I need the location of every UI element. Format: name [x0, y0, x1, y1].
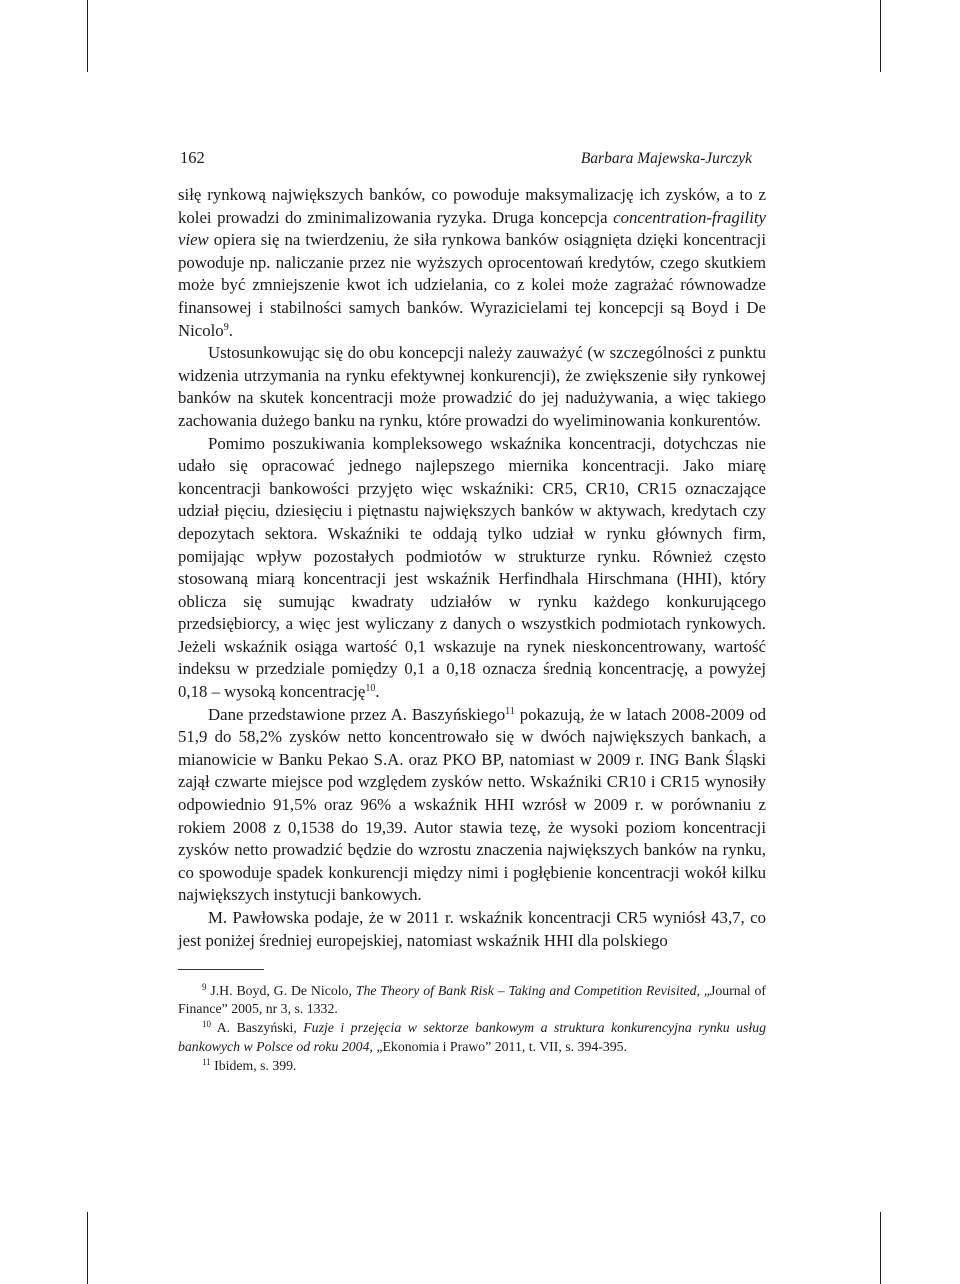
footnote-ref: 9	[202, 982, 207, 992]
text-run: pokazują, że w latach 2008-2009 od 51,9 do 58,2% zysków netto koncentrowało się w dwóch największych bankach, a mianowicie w Banku Pekao S.A. oraz PKO BP, natomiast w 2009 r. ING Bank Śląski zajął czwarte miejsce pod względem zysków netto. Wskaźniki CR10 i CR15 wynosiły odpowiednio 91,5% oraz 96% a wskaźnik HHI wzrósł w 2009 r. w porównaniu z rokiem 2008 z 0,1538 do 19,39. Autor stawia tezę, że wysoki poziom koncentracji zysków netto prowadzić będzie do wzrostu znaczenia największych banków na rynku, co spowoduje spadek konkurencji między nimi i pogłębienie koncentracji wokół kilku największych instytucji bankowych.	[178, 704, 766, 905]
footnotes	[178, 982, 766, 1076]
running-header	[178, 145, 766, 171]
text-run: J.H. Boyd, G. De Nicolo,	[206, 983, 356, 998]
footnote-separator	[178, 969, 264, 970]
paragraph	[178, 907, 766, 952]
text-run: , „Ekonomia i Prawo” 2011, t. VII, s. 394-395.	[369, 1038, 627, 1054]
text-run: siłę rynkową największych banków, co powoduje maksymalizację ich zysków, a to z kolei prowadzi do zminimalizowania ryzyka. Druga koncepcja	[178, 185, 766, 227]
footnote-ref: 10	[365, 683, 376, 695]
italic-text: concentration-fragility view	[178, 207, 766, 250]
footnote	[178, 1057, 766, 1075]
footnote-ref: 9	[223, 321, 229, 333]
text-run: , „Journal of Finance” 2005, nr 3, s. 1332.	[178, 983, 767, 1017]
text-run: Dane przedstawione przez A. Baszyńskiego	[208, 704, 506, 724]
italic-text: Fuzje i przejęcia w sektorze bankowym a struktura konkurencyjna rynku usług bankowych w Polsce od roku 2004	[178, 1020, 766, 1054]
crop-mark-top-left	[87, 0, 88, 72]
footnote	[178, 982, 766, 1018]
paragraph	[178, 342, 766, 432]
text-run: .	[228, 320, 233, 340]
paragraph	[178, 184, 766, 342]
page-number: 162	[180, 148, 205, 167]
text-run: Ibidem, s. 399.	[210, 1057, 297, 1073]
text-run: Pomimo poszukiwania kompleksowego wskaźnika koncentracji, dotychczas nie udało się opracować jednego najlepszego miernika koncentracji. Jako miarę koncentracji bankowości przyjęto więc wskaźniki: CR5, CR10, CR15 oznaczające udział pięciu, dziesięciu i piętnastu największych banków w aktywach, kredytach czy depozytach sektora. Wskaźniki te oddają tylko udział w rynku głównych firm, pomijając wpływ pozostałych podmiotów w strukturze rynku. Również często stosowaną miarą koncentracji jest wskaźnik Herfindhala Hirschmana (HHI), który oblicza się sumując kwadraty udziałów w rynku każdego konkurującego przedsiębiorcy, a więc jest wyliczany z danych o wszystkich podmiotach rynkowych. Jeżeli wskaźnik osiąga wartość 0,1 wskazuje na rynek nieskoncentrowany, wartość indeksu w przedziale pomiędzy 0,1 a 0,18 oznacza średnią koncentrację, a powyżej 0,18 – wysoką koncentrację	[178, 433, 766, 702]
text-run: M. Pawłowska podaje, że w 2011 r. wskaźnik koncentracji CR5 wyniósł 43,7, co jest poniżej średniej europejskiej, natomiast wskaźnik HHI dla polskiego	[178, 908, 766, 950]
text-run: A. Baszyński,	[211, 1020, 304, 1036]
crop-mark-top-right	[880, 0, 881, 72]
footnote-ref: 11	[505, 705, 515, 717]
italic-text: The Theory of Bank Risk – Taking and Competition Revisited	[355, 983, 697, 998]
footnote-ref: 11	[202, 1056, 211, 1067]
crop-mark-bottom-right	[880, 1212, 881, 1284]
running-head-author: Barbara Majewska-Jurczyk	[580, 150, 752, 167]
body-text	[178, 184, 766, 952]
text-run: opiera się na twierdzeniu, że siła rynkowa banków osiągnięta dzięki koncentracji powoduje np. naliczanie przez nie wyższych oprocentowań kredytów, czego skutkiem może być zmniejszenie kwot ich udzielania, co z kolei może zagrażać równowadze finansowej i stabilności samych banków. Wyrazicielami tej koncepcji są Boyd i De Nicolo	[178, 230, 766, 340]
text-run: Ustosunkowując się do obu koncepcji należy zauważyć (w szczególności z punktu widzenia utrzymania na rynku efektywnej konkurencji), że zwiększenie siły rynkowej banków na skutek koncentracji może prowadzić do jej nadużywania, a więc takiego zachowania dużego banku na rynku, które prowadzi do wyeliminowania konkurentów.	[178, 343, 766, 430]
crop-mark-bottom-left	[87, 1212, 88, 1284]
paragraph	[178, 704, 766, 907]
footnote	[178, 1019, 766, 1055]
text-run: .	[375, 682, 380, 702]
footnote-ref: 10	[202, 1019, 211, 1030]
paragraph	[178, 433, 766, 704]
